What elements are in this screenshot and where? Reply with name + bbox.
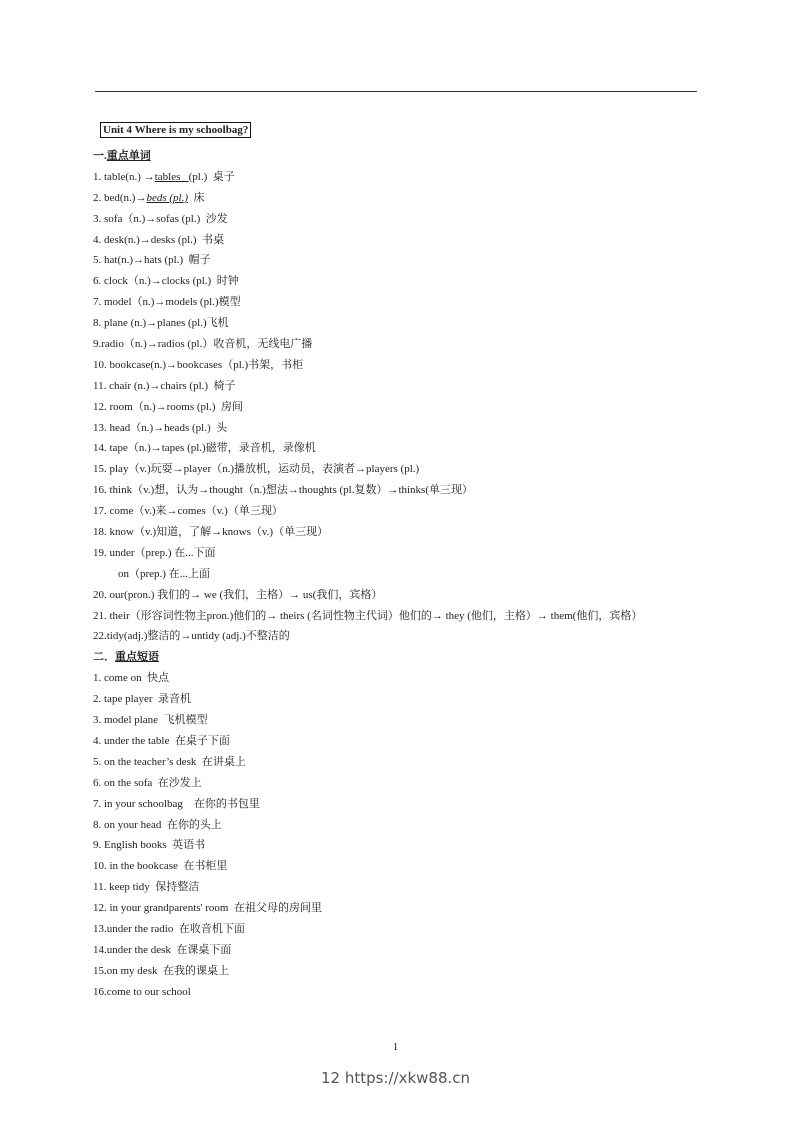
list-item: 6. clock（n.)→clocks (pl.) 时钟 bbox=[93, 275, 239, 288]
list-item: 7. in your schoolbag 在你的书包里 bbox=[93, 797, 260, 810]
section-title: 重点单词 bbox=[106, 150, 151, 162]
list-item: on（prep.) 在...上面 bbox=[118, 567, 210, 580]
footer-watermark: 12 https://xkw88.cn bbox=[320, 1069, 471, 1087]
list-item: 12. room（n.)→rooms (pl.) 房间 bbox=[93, 400, 244, 413]
list-item: 9.radio（n.)→radios (pl.）收音机，无线电广播 bbox=[93, 338, 313, 351]
list-item: 17. come（v.)来→comes（v.)（单三现） bbox=[93, 505, 283, 518]
list-item: 11. keep tidy 保持整洁 bbox=[93, 881, 200, 894]
section-title: 重点短语 bbox=[115, 651, 159, 664]
item-text: (pl.) 桌子 bbox=[188, 170, 235, 183]
list-item: 10. in the bookcase 在书柜里 bbox=[93, 860, 228, 873]
list-item: 2. tape player 录音机 bbox=[93, 693, 192, 706]
list-item: 11. chair (n.)→chairs (pl.) 椅子 bbox=[93, 379, 236, 392]
list-item: 19. under（prep.) 在...下面 bbox=[93, 546, 216, 559]
list-item: 3. sofa（n.)→sofas (pl.) 沙发 bbox=[93, 212, 228, 225]
item-text: 2. bed(n.)→ bbox=[93, 191, 147, 204]
list-item: 13.under the radio 在收音机下面 bbox=[93, 922, 245, 935]
list-item: 16.come to our school bbox=[93, 985, 191, 998]
list-item: 10. bookcase(n.)→bookcases（pl.)书架，书柜 bbox=[93, 358, 304, 371]
list-item: 3. model plane 飞机模型 bbox=[93, 714, 208, 727]
list-item: 14.under the desk 在课桌下面 bbox=[93, 943, 232, 956]
list-item: 21. their（形容词性物主pron.)他们的→ theirs (名词性物主代词）他们的→ they (他们，主格）→ them(他们，宾格） bbox=[93, 609, 643, 622]
list-item: 1. come on 快点 bbox=[93, 672, 170, 685]
list-item: 13. head（n.)→heads (pl.) 头 bbox=[93, 421, 228, 434]
list-item: 8. plane (n.)→planes (pl.)飞机 bbox=[93, 317, 229, 330]
list-item: 8. on your head 在你的头上 bbox=[93, 818, 222, 831]
header-rule bbox=[95, 91, 697, 92]
list-item: 7. model（n.)→models (pl.)模型 bbox=[93, 296, 241, 309]
list-item: 22.tidy(adj.)整洁的→untidy (adj.)不整洁的 bbox=[93, 630, 290, 643]
section-number: 一. bbox=[93, 150, 107, 162]
list-item: 15.on my desk 在我的课桌上 bbox=[93, 964, 229, 977]
list-item: 5. on the teacher’s desk 在讲桌上 bbox=[93, 755, 246, 768]
list-item: 18. know（v.)知道，了解→knows（v.)（单三现） bbox=[93, 526, 329, 539]
list-item: 14. tape（n.)→tapes (pl.)磁带，录音机，录像机 bbox=[93, 442, 316, 455]
underlined-answer: beds (pl.) bbox=[146, 191, 189, 204]
item-text: 床 bbox=[188, 191, 205, 204]
underlined-answer: tables bbox=[154, 170, 189, 183]
list-item: 9. English books 英语书 bbox=[93, 839, 206, 852]
list-item bbox=[93, 188, 713, 209]
section-heading-words bbox=[93, 146, 713, 167]
unit-title: Unit 4 Where is my schoolbag? bbox=[100, 122, 251, 138]
list-item: 6. on the sofa 在沙发上 bbox=[93, 776, 202, 789]
item-text: 1. table(n.) → bbox=[93, 170, 155, 183]
list-item: 16. think（v.)想，认为→thought（n.)想法→thoughts (pl.复数）→thinks(单三现） bbox=[93, 484, 474, 497]
list-item: 4. under the table 在桌子下面 bbox=[93, 734, 230, 747]
document-body bbox=[93, 146, 713, 1003]
list-item: 15. play（v.)玩耍→player（n.)播放机，运动员，表演者→players (pl.) bbox=[93, 463, 420, 476]
list-item bbox=[93, 167, 713, 188]
section-heading-phrases bbox=[93, 647, 713, 668]
list-item: 12. in your grandparents' room 在祖父母的房间里 bbox=[93, 902, 322, 915]
section-number: 二． bbox=[93, 651, 115, 664]
list-item: 4. desk(n.)→desks (pl.) 书桌 bbox=[93, 233, 225, 246]
page-number: 1 bbox=[392, 1041, 399, 1053]
list-item: 5. hat(n.)→hats (pl.) 帽子 bbox=[93, 254, 211, 267]
list-item: 20. our(pron.) 我们的→ we (我们，主格）→ us(我们，宾格） bbox=[93, 588, 383, 601]
